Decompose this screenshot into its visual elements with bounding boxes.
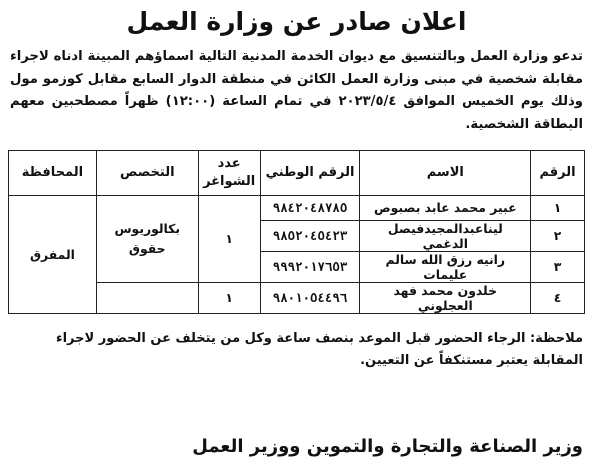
header-vacancies: عدد الشواغر [198,151,260,196]
group-vacancies: ١ [198,196,260,283]
row-name: خلدون محمد فهد العجلوني [360,282,531,313]
header-number: الرقم [531,151,585,196]
row-national-id: ٩٩٩٢٠١٧٦٥٣ [260,251,360,282]
signature: وزير الصناعة والتجارة والتموين ووزير العمل [192,436,583,457]
row-national-id: ٩٨٥٢٠٤٥٤٢٣ [260,220,360,251]
row-name: رانيه رزق الله سالم عليمات [360,251,531,282]
row-national-id: ٩٨٠١٠٥٤٤٩٦ [260,282,360,313]
row-national-id: ٩٨٤٢٠٤٨٧٨٥ [260,196,360,221]
group-specialization: بكالوريوس حقوق [96,196,198,283]
announcement-note: ملاحظة: الرجاء الحضور قبل الموعد بنصف ساعة وكل من يتخلف عن الحضور لاجراء المقابلة يعتبر مستنكفاً عن التعيين. [55,330,583,368]
candidates-table [8,150,585,314]
row-number: ٢ [531,220,585,251]
row-number: ٤ [531,282,585,313]
announcement-intro: تدعو وزارة العمل وبالتنسيق مع ديوان الخدمة المدنية التالية اسماؤهم المبينة ادناه لاجراء مقابلة شخصية في مبنى وزارة العمل الكائن في منطقة الدوار السابع مقابل كوزمو مول وذلك يوم الخميس الموافق ٢٠٢٣/٥/٤ في تمام الساعة (١٢:٠٠) ظهراً مصطحبين معهم البطاقة الشخصية. [10,49,583,132]
header-specialization: التخصص [96,151,198,196]
group2-vacancies: ١ [198,282,260,313]
header-national-id: الرقم الوطني [260,151,360,196]
table-header-row [9,151,585,196]
row-name: ليناعبدالمجيدفيصل الدغمي [360,220,531,251]
row-name: عبير محمد عابد بصبوص [360,196,531,221]
row-number: ١ [531,196,585,221]
header-name: الاسم [360,151,531,196]
group-governorate: المفرق [9,196,97,314]
header-governorate: المحافظة [9,151,97,196]
row-number: ٣ [531,251,585,282]
group2-specialization [96,282,198,313]
table-row [9,196,585,221]
announcement-title: اعلان صادر عن وزارة العمل [126,7,467,36]
